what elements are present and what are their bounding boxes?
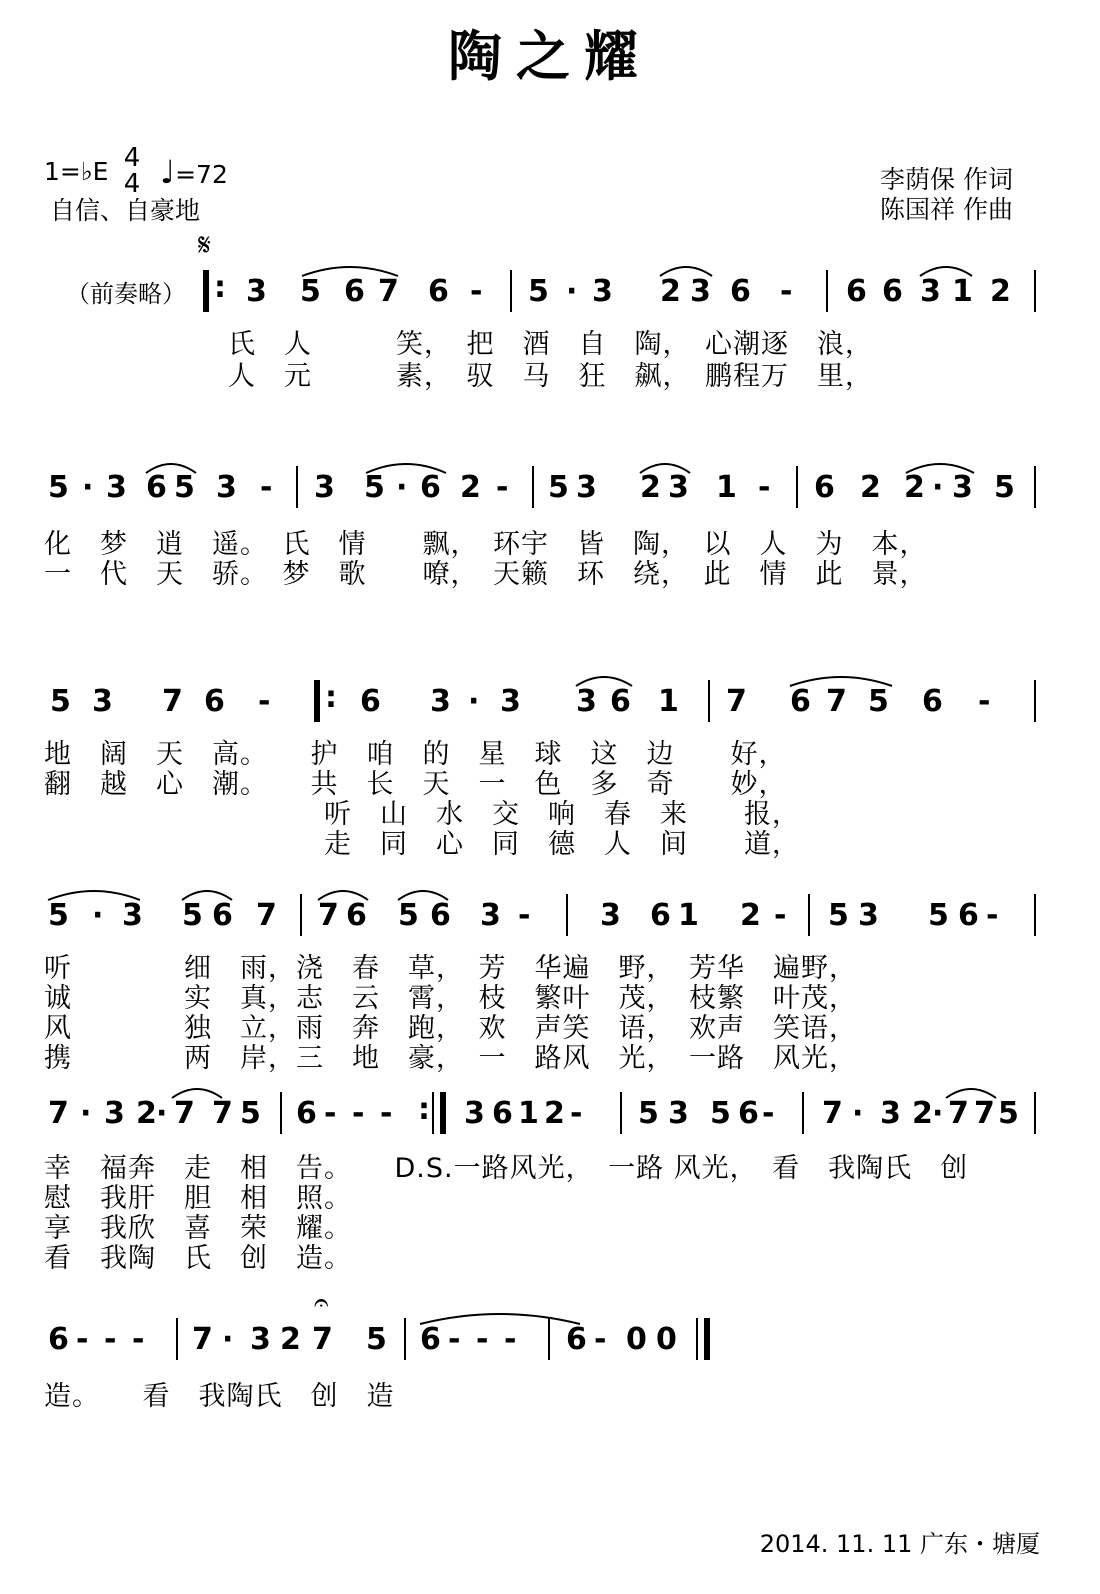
barline: [300, 894, 302, 936]
note: 6: [738, 1096, 759, 1131]
note: 5: [174, 470, 195, 505]
dot: ·: [468, 684, 480, 719]
slur: [418, 1306, 582, 1326]
dash: -: [570, 1096, 583, 1131]
lyric-line: 听 细 雨，浇 春 草， 芳 华遍 野， 芳华 遍野，: [44, 953, 857, 984]
slur: [180, 882, 234, 902]
note: 7: [822, 1096, 843, 1131]
note: 7: [312, 1322, 333, 1357]
repeat-start-bar: [203, 270, 209, 312]
dash: -: [504, 1322, 517, 1357]
note: 3: [92, 684, 113, 719]
dash: -: [476, 1322, 489, 1357]
dash: -: [352, 1096, 365, 1131]
tempo-marking: [160, 153, 228, 191]
final-bar: [704, 1318, 710, 1360]
note: 5: [48, 470, 69, 505]
note: 5: [364, 470, 385, 505]
note: 7: [174, 1096, 195, 1131]
slur: [170, 1080, 224, 1100]
lyric-line: 携 两 岸，三 地 豪， 一 路风 光， 一路 风光，: [44, 1043, 857, 1074]
lyric-line: 诚 实 真，志 云 霄， 枝 繁叶 茂， 枝繁 叶茂，: [44, 983, 857, 1014]
barline: [532, 466, 534, 508]
barline: [1034, 680, 1036, 722]
note: 6: [420, 470, 441, 505]
note: 3: [858, 898, 879, 933]
note: 6: [346, 898, 367, 933]
note: 6: [566, 1322, 587, 1357]
note: 6: [344, 274, 365, 309]
note: 5: [548, 470, 569, 505]
note: 5: [182, 898, 203, 933]
note: 3: [668, 470, 689, 505]
note: 7: [162, 684, 183, 719]
note: 7: [48, 1096, 69, 1131]
note: 3: [576, 470, 597, 505]
lyric-line: 翻 越 心 潮。 共 长 天 一 色 多 奇 妙，: [44, 769, 787, 800]
note: 5: [48, 898, 69, 933]
repeat-start-bar: [314, 680, 320, 722]
note: 5: [528, 274, 549, 309]
note: 7: [212, 1096, 233, 1131]
note: 6: [212, 898, 233, 933]
note: 2: [912, 1096, 933, 1131]
note: 6: [958, 898, 979, 933]
dash: -: [986, 898, 999, 933]
note: 2: [136, 1096, 157, 1131]
note: 1: [716, 470, 737, 505]
dash: -: [104, 1322, 117, 1357]
dash: -: [132, 1322, 145, 1357]
note: 7: [378, 274, 399, 309]
final-bar-thin: [696, 1318, 698, 1360]
lyric-line: 地 阔 天 高。 护 咱 的 星 球 这 边 好，: [44, 739, 787, 770]
note: 6: [492, 1096, 513, 1131]
dot: ·: [156, 1096, 168, 1131]
barline: [1034, 270, 1036, 312]
note: 6: [360, 684, 381, 719]
repeat-dots: :: [325, 680, 337, 715]
repeat-end-bar: [440, 1092, 446, 1134]
note: 5: [240, 1096, 261, 1131]
repeat-dots: :: [214, 270, 226, 305]
slur: [788, 668, 894, 688]
note: 6: [846, 274, 867, 309]
dot: ·: [566, 274, 578, 309]
staff-system-3: [0, 678, 1100, 734]
note: 5: [710, 1096, 731, 1131]
note: 2: [660, 274, 681, 309]
note: 6: [428, 274, 449, 309]
dash: -: [470, 274, 483, 309]
prelude-note: （前奏略）: [66, 280, 186, 308]
note: 6: [610, 684, 631, 719]
note: 5: [998, 1096, 1019, 1131]
note: 2: [460, 470, 481, 505]
note: 2: [904, 470, 925, 505]
note: 3: [464, 1096, 485, 1131]
note: 5: [398, 898, 419, 933]
segno-icon: 𝄋: [198, 228, 211, 263]
slur: [574, 668, 634, 688]
barline: [1034, 1092, 1036, 1134]
note: 5: [300, 274, 321, 309]
dash: -: [758, 470, 771, 505]
barline: [296, 466, 298, 508]
dash: -: [774, 898, 787, 933]
dot: ·: [396, 470, 408, 505]
dot: ·: [932, 470, 944, 505]
note: 3: [500, 684, 521, 719]
note: 2: [280, 1322, 301, 1357]
slur: [316, 882, 370, 902]
key-signature: [44, 156, 108, 188]
note: 3: [246, 274, 267, 309]
note: 7: [256, 898, 277, 933]
note: 5: [366, 1322, 387, 1357]
note: 6: [790, 684, 811, 719]
lyric-line: 听 山 水 交 响 春 来 报，: [44, 799, 800, 830]
barline: [510, 270, 512, 312]
slur: [638, 455, 692, 475]
dash: -: [380, 1096, 393, 1131]
staff-system-4: [0, 892, 1100, 948]
note: 3: [106, 470, 127, 505]
dash: -: [496, 470, 509, 505]
note: 3: [592, 274, 613, 309]
slur: [46, 882, 142, 902]
dot: ·: [932, 1096, 944, 1131]
dot: ·: [82, 470, 94, 505]
barline: [1034, 894, 1036, 936]
note: 3: [250, 1322, 271, 1357]
barline: [796, 466, 798, 508]
note: 3: [576, 684, 597, 719]
barline: [808, 894, 810, 936]
note: 1: [658, 684, 679, 719]
lyric-line: 走 同 心 同 德 人 间 道，: [44, 829, 800, 860]
note: 5: [928, 898, 949, 933]
date-place: 2014. 11. 11 广东・塘厦: [759, 1530, 1040, 1558]
barline: [826, 270, 828, 312]
note: 6: [650, 898, 671, 933]
dash: -: [762, 1096, 775, 1131]
lyric-line: 慰 我肝 胆 相 照。: [44, 1183, 352, 1214]
note: 5: [994, 470, 1015, 505]
barline: [566, 894, 568, 936]
note: 6: [922, 684, 943, 719]
note: 7: [948, 1096, 969, 1131]
slur: [944, 1080, 998, 1100]
note: 7: [726, 684, 747, 719]
repeat-end-bar-thin: [432, 1092, 434, 1134]
note: 7: [318, 898, 339, 933]
note: 7: [192, 1322, 213, 1357]
dash: -: [780, 274, 793, 309]
dash: -: [76, 1322, 89, 1357]
slur: [364, 455, 448, 475]
note: 0: [626, 1322, 647, 1357]
dash: -: [324, 1096, 337, 1131]
barline: [176, 1318, 178, 1360]
note: 6: [296, 1096, 317, 1131]
slur: [144, 455, 198, 475]
note: 3: [920, 274, 941, 309]
barline: [708, 680, 710, 722]
lyric-line: 一 代 天 骄。 梦 歌 嘹， 天籁 环 绕， 此 情 此 景，: [44, 559, 928, 590]
note: 3: [314, 470, 335, 505]
barline: [1034, 466, 1036, 508]
slur: [300, 258, 400, 278]
key-label: 1=♭E: [44, 157, 109, 186]
dot: ·: [92, 898, 104, 933]
note: 1: [678, 898, 699, 933]
time-sig-top: 4: [123, 143, 141, 173]
note: 1: [518, 1096, 539, 1131]
note: 3: [216, 470, 237, 505]
note: 6: [146, 470, 167, 505]
note: 6: [882, 274, 903, 309]
lyric-line: 人 元 素， 驭 马 狂 飙， 鹏程万 里，: [200, 361, 873, 392]
lyric-line: 享 我欣 喜 荣 耀。: [44, 1213, 352, 1244]
note: 3: [668, 1096, 689, 1131]
time-signature: [120, 145, 144, 197]
note: 5: [638, 1096, 659, 1131]
note: 6: [204, 684, 225, 719]
dash: -: [448, 1322, 461, 1357]
dash: -: [518, 898, 531, 933]
barline: [404, 1318, 406, 1360]
dot: ·: [80, 1096, 92, 1131]
dash: -: [258, 684, 271, 719]
note: 6: [730, 274, 751, 309]
note: 6: [814, 470, 835, 505]
lyric-line: 化 梦 逍 遥。 氏 情 飘， 环宇 皆 陶， 以 人 为 本，: [44, 529, 928, 560]
lyric-line: 看 我陶 氏 创 造。: [44, 1243, 352, 1274]
note: 5: [868, 684, 889, 719]
note: 7: [974, 1096, 995, 1131]
slur: [396, 882, 450, 902]
repeat-dots: :: [418, 1092, 430, 1127]
note: 7: [826, 684, 847, 719]
note: 3: [952, 470, 973, 505]
slur: [658, 258, 714, 278]
lyric-line: 幸 福奔 走 相 告。 D.S.一路风光， 一路 风光， 看 我陶氏 创: [44, 1153, 969, 1184]
note: 1: [952, 274, 973, 309]
note: 2: [860, 470, 881, 505]
fermata-icon: 𝄐: [314, 1288, 329, 1318]
tempo-value: =72: [175, 160, 228, 189]
dash: -: [260, 470, 273, 505]
lyric-line: 风 独 立，雨 奔 跑， 欢 声笑 语， 欢声 笑语，: [44, 1013, 857, 1044]
note: 3: [122, 898, 143, 933]
note: 2: [640, 470, 661, 505]
note: 3: [430, 684, 451, 719]
note: 5: [50, 684, 71, 719]
barline: [620, 1092, 622, 1134]
time-sig-bottom: 4: [123, 169, 141, 199]
barline: [802, 1092, 804, 1134]
lyricist-credit: 李荫保 作词: [880, 165, 1013, 194]
note: 2: [990, 274, 1011, 309]
note: 2: [740, 898, 761, 933]
quarter-note-icon: ♩: [160, 153, 176, 191]
note: 3: [880, 1096, 901, 1131]
composer-credit: 陈国祥 作曲: [880, 195, 1013, 224]
dash: -: [594, 1322, 607, 1357]
lyric-line: 造。 看 我陶氏 创 造: [44, 1381, 395, 1412]
note: 2: [544, 1096, 565, 1131]
note: 3: [480, 898, 501, 933]
note: 5: [828, 898, 849, 933]
note: 3: [690, 274, 711, 309]
dash: -: [978, 684, 991, 719]
dot: ·: [852, 1096, 864, 1131]
slur: [904, 455, 976, 475]
note: 6: [430, 898, 451, 933]
slur: [918, 258, 974, 278]
barline: [280, 1092, 282, 1134]
note: 3: [600, 898, 621, 933]
expression-marking: 自信、自豪地: [50, 196, 201, 225]
song-title: 陶之耀: [448, 24, 652, 88]
staff-system-5: [0, 1090, 1100, 1146]
note: 3: [104, 1096, 125, 1131]
dot: ·: [222, 1322, 234, 1357]
note: 0: [656, 1322, 677, 1357]
note: 6: [48, 1322, 69, 1357]
note: 6: [420, 1322, 441, 1357]
lyric-line: 氏 人 笑， 把 酒 自 陶， 心潮逐 浪，: [200, 329, 873, 360]
